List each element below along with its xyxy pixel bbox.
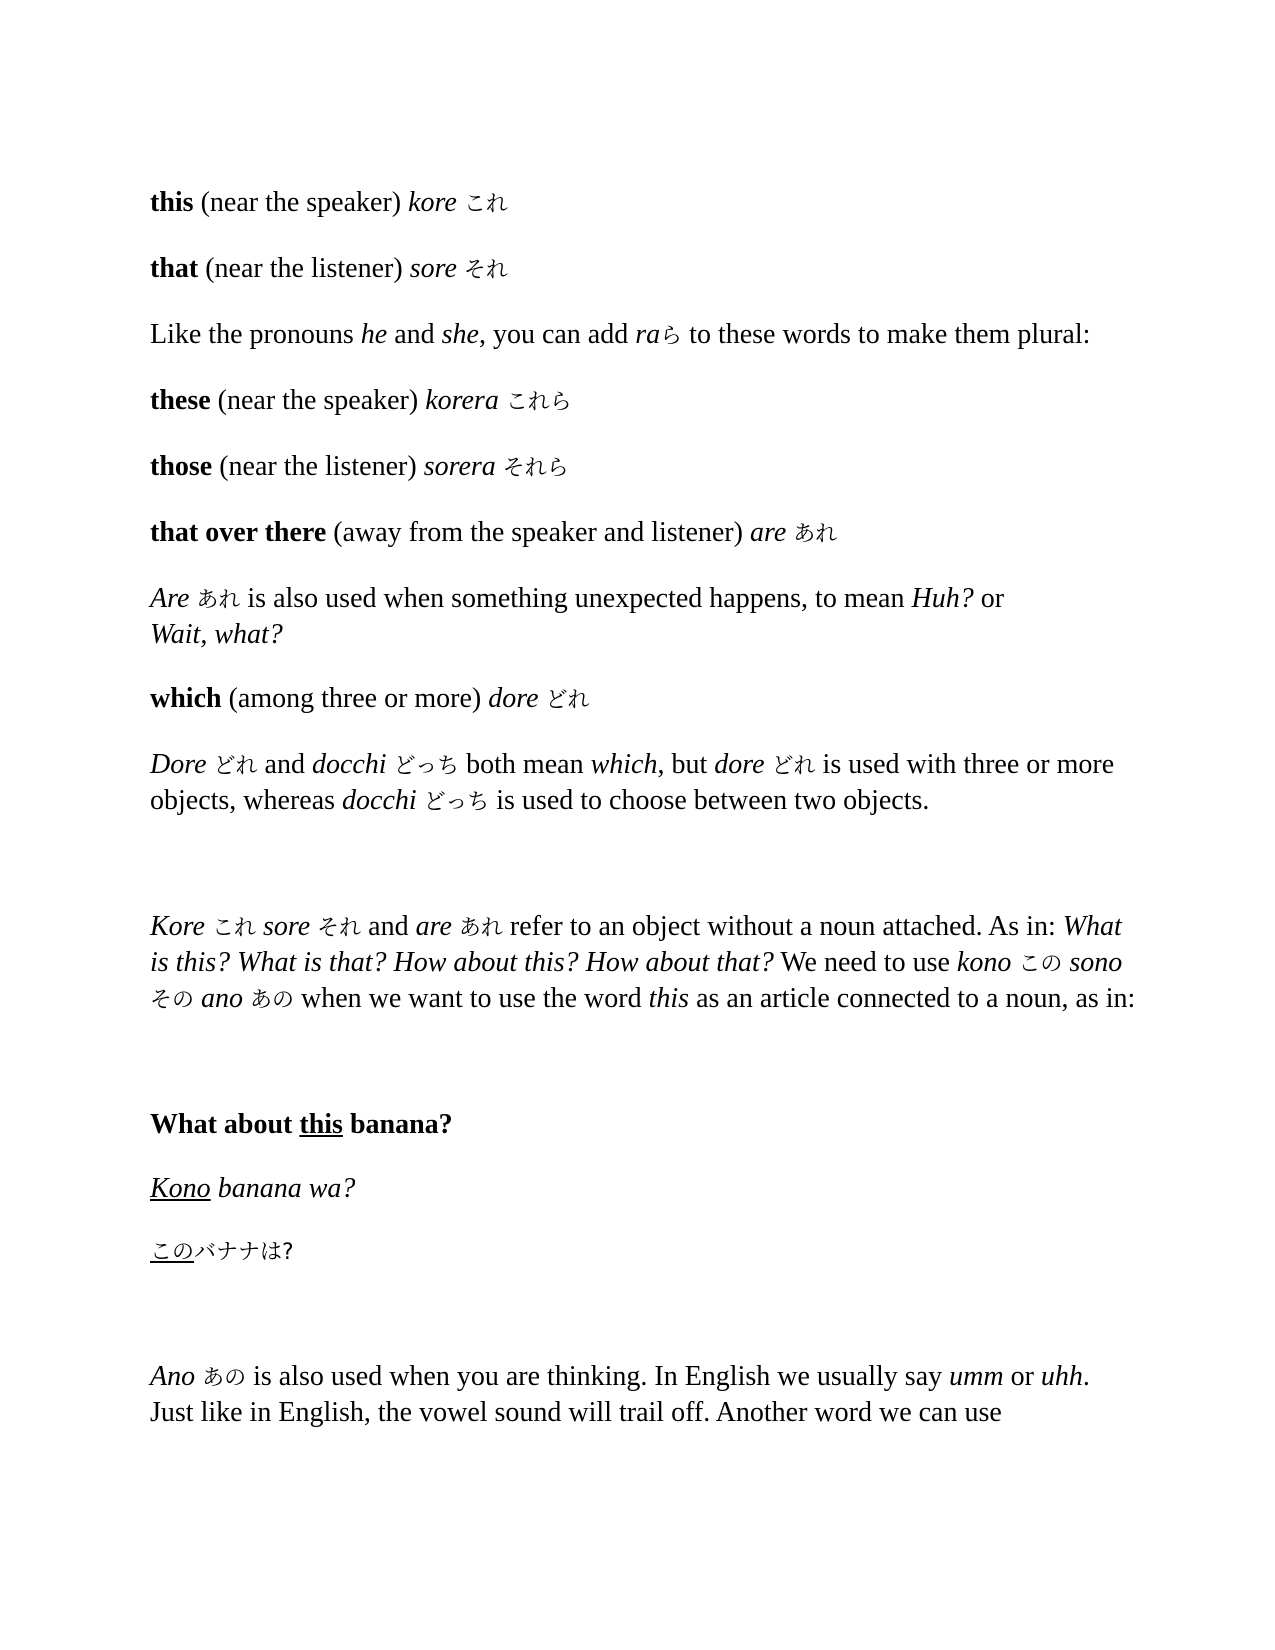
term: this: [150, 187, 194, 218]
kana: どっち: [416, 790, 490, 815]
text: Like the pronouns: [150, 319, 361, 350]
spacer: [150, 850, 1140, 910]
description: (near the listener): [198, 253, 410, 284]
kana: この: [1011, 952, 1070, 977]
text: and: [387, 319, 442, 350]
kana: あれ: [786, 522, 838, 547]
vocab-which: [150, 682, 1140, 718]
vocab-that: [150, 252, 1140, 288]
text: is used with three or more objects, whereas: [150, 749, 1115, 816]
text: , but: [657, 749, 715, 780]
text: to these words to make them plural:: [682, 319, 1091, 350]
vocab-this: [150, 186, 1140, 222]
kana: どっち: [386, 754, 460, 779]
romaji: Dore: [150, 749, 207, 780]
kana: これ: [456, 192, 508, 217]
text: banana?: [342, 1109, 453, 1140]
romaji: Kore: [150, 911, 205, 942]
text: . Just like in English, the vowel sound will trail off. Another word we can use: [150, 1361, 1090, 1428]
text: both mean: [459, 749, 591, 780]
kana: それ: [310, 916, 362, 941]
text: as an article connected to a noun, as in:: [689, 983, 1136, 1014]
emph: umm: [949, 1361, 1004, 1392]
text: banana wa?: [210, 1173, 356, 1204]
ano-paragraph: [150, 1360, 1140, 1430]
romaji: sorera: [423, 451, 496, 482]
romaji: docchi: [342, 785, 417, 816]
term: which: [150, 683, 222, 714]
text: refer to an object without a noun attached. As in:: [502, 911, 1063, 942]
text: We need to use: [773, 947, 957, 978]
description: (near the listener): [212, 451, 424, 482]
emph: she: [441, 319, 479, 350]
romaji: sore: [409, 253, 457, 284]
romaji: docchi: [311, 749, 387, 780]
vocab-these: [150, 384, 1140, 420]
text: or: [1003, 1361, 1041, 1392]
description: (near the speaker): [210, 385, 426, 416]
emph: Wait, what?: [150, 619, 283, 650]
romaji: dore: [714, 749, 765, 780]
term: that over there: [150, 517, 327, 548]
kana: あの: [195, 1366, 247, 1391]
romaji: dore: [488, 683, 539, 714]
emph: What is this? What is that? How about this? How about that?: [150, 911, 1122, 978]
example-english: [150, 1108, 1140, 1142]
romaji: ano: [201, 983, 243, 1014]
text: , you can add: [478, 319, 636, 350]
kana: これ: [204, 916, 263, 941]
romaji: are: [749, 517, 787, 548]
dore-docchi-paragraph: [150, 748, 1140, 820]
emph: Huh?: [911, 583, 974, 614]
spacer: [150, 1300, 1140, 1360]
description: (away from the speaker and listener): [326, 517, 750, 548]
romaji: are: [415, 911, 452, 942]
romaji: sono: [1069, 947, 1123, 978]
romaji: Are: [150, 583, 190, 614]
emph: this: [299, 1109, 343, 1140]
example-japanese: [150, 1236, 1140, 1270]
text: when we want to use the word: [294, 983, 649, 1014]
emph: this: [648, 983, 690, 1014]
text: What about: [150, 1109, 300, 1140]
kana: これら: [498, 390, 572, 415]
text: バナナは?: [194, 1240, 294, 1265]
are-usage-paragraph: [150, 582, 1140, 652]
emph: which: [590, 749, 658, 780]
romaji: Ano: [150, 1361, 196, 1392]
vocab-that-over-there: [150, 516, 1140, 552]
kana: それ: [456, 258, 508, 283]
text: is used to choose between two objects.: [489, 785, 930, 816]
kana: ら: [660, 324, 683, 349]
kana: それら: [495, 456, 569, 481]
romaji: kono: [956, 947, 1012, 978]
plural-paragraph: [150, 318, 1140, 354]
term: that: [150, 253, 199, 284]
kana: あの: [243, 988, 294, 1013]
text: is also used when you are thinking. In English we usually say: [246, 1361, 950, 1392]
emph: he: [360, 319, 388, 350]
term: those: [150, 451, 213, 482]
kana: どれ: [206, 754, 258, 779]
kana: その: [150, 988, 201, 1013]
description: (near the speaker): [193, 187, 409, 218]
kana: あれ: [189, 588, 241, 613]
kana: あれ: [451, 916, 503, 941]
kana: どれ: [538, 688, 590, 713]
romaji: sore: [262, 911, 311, 942]
example-romaji: [150, 1172, 1140, 1206]
term: these: [150, 385, 211, 416]
document-page: [150, 186, 1140, 1460]
text: is also used when something unexpected happens, to mean: [240, 583, 912, 614]
description: (among three or more): [221, 683, 489, 714]
vocab-those: [150, 450, 1140, 486]
emph: uhh: [1040, 1361, 1083, 1392]
romaji: korera: [425, 385, 499, 416]
romaji: kore: [408, 187, 457, 218]
text: and: [361, 911, 416, 942]
emph: この: [150, 1240, 195, 1265]
spacer: [150, 1048, 1140, 1108]
text: or: [973, 583, 1005, 614]
text: and: [257, 749, 312, 780]
romaji: ra: [635, 319, 661, 350]
kana: どれ: [764, 754, 816, 779]
emph: Kono: [150, 1173, 211, 1204]
kore-sore-are-paragraph: [150, 910, 1140, 1018]
